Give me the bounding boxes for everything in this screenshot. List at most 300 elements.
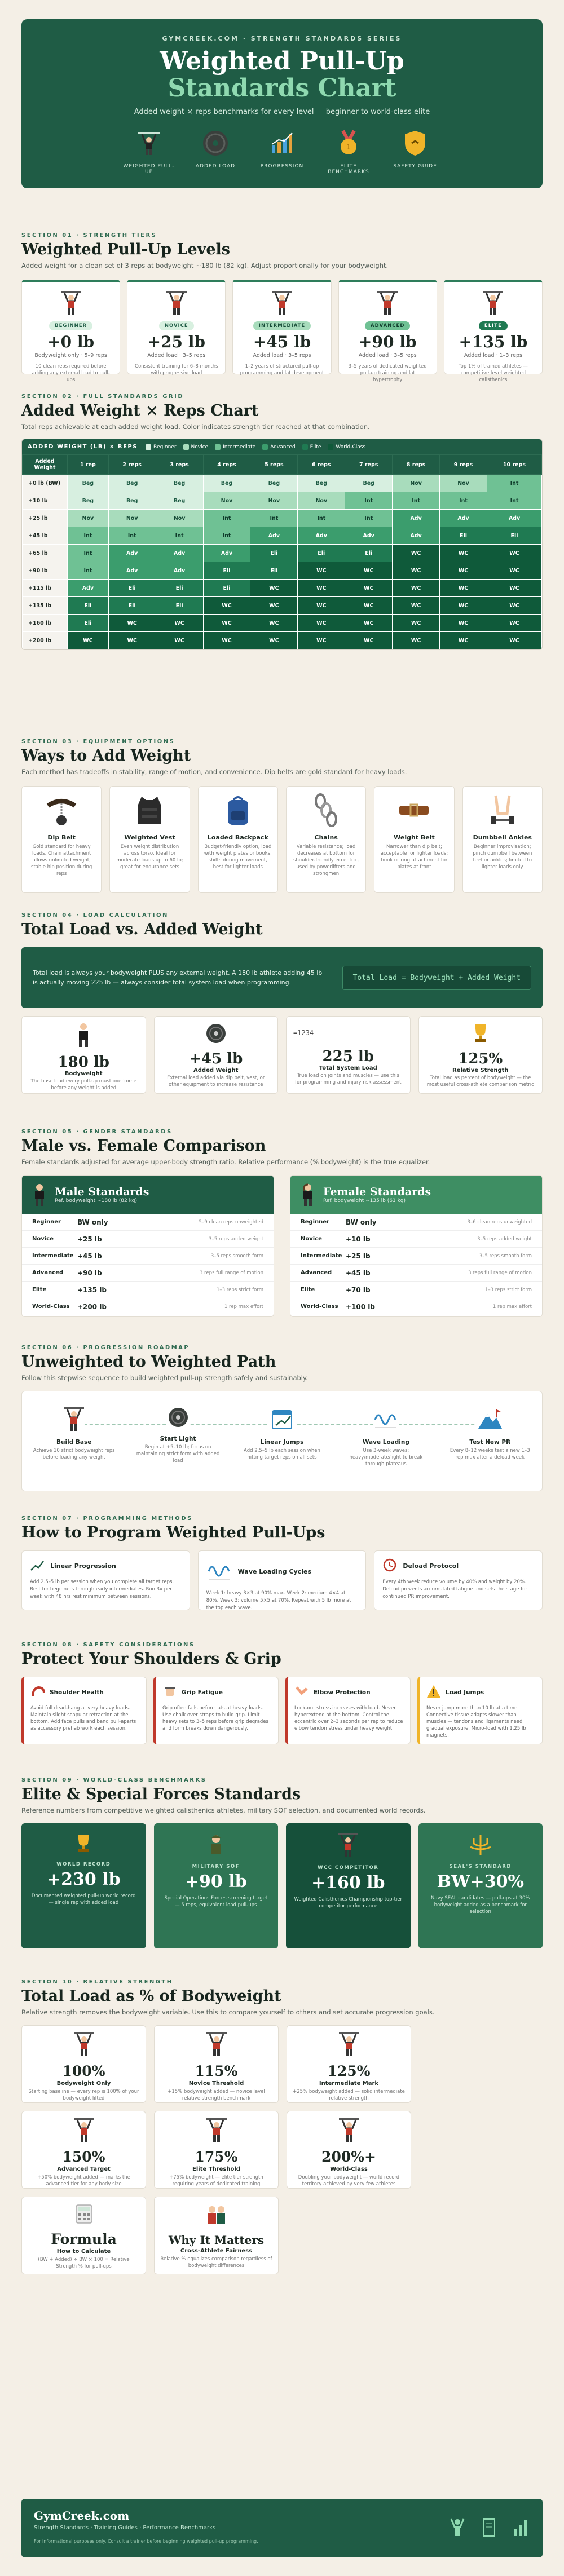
tier-value: +90 lb <box>77 1269 102 1277</box>
plate-icon <box>167 1406 190 1431</box>
grid-cell: Adv <box>108 562 156 580</box>
tier-value: +45 lb <box>346 1269 371 1277</box>
athlete-icon <box>73 2117 95 2145</box>
levels-row <box>21 280 543 383</box>
male-standard-row <box>22 1298 274 1315</box>
grid-cell: Nov <box>393 475 440 492</box>
load-name: Relative Strength <box>452 1067 509 1073</box>
tier-label: Elite <box>32 1287 47 1293</box>
grid-cell: Beg <box>345 475 393 492</box>
step-desc: Add 2.5–5 lb each session when hitting target reps on all sets <box>244 1448 320 1460</box>
grid-cell: Beg <box>250 475 298 492</box>
section-desc: Relative strength removes the bodyweight variable. Use this to compare yourself to others and set accurate progression goals. <box>21 2008 435 2016</box>
grid-cell: Int <box>487 492 541 510</box>
legend-swatch <box>302 444 308 450</box>
section-title: How to Program Weighted Pull-Ups <box>21 1524 325 1541</box>
grid-row-header: +10 lb <box>23 492 68 510</box>
safety-name: Grip Fatigue <box>182 1689 223 1696</box>
grid-cell: Int <box>487 475 541 492</box>
grid-cell: WC <box>250 632 298 649</box>
trident-icon <box>468 1832 493 1859</box>
section-title: Added Weight × Reps Chart <box>21 402 259 419</box>
section-title: Elite & Special Forces Standards <box>21 1786 301 1803</box>
grid-cell: Adv <box>68 580 109 597</box>
legend-item <box>215 444 255 450</box>
grid-cell: WC <box>393 632 440 649</box>
safety-desc: Lock-out stress increases with load. Never hyperextend at the bottom. Control the eccentric over 2–3 seconds per rep to reduce elbow tendon stress under heavy weight. <box>294 1705 403 1731</box>
method-header <box>206 1558 358 1585</box>
female-standard-row <box>290 1265 542 1282</box>
grid-cell: WC <box>156 615 203 632</box>
method-header <box>30 1558 182 1574</box>
grid-cell: Nov <box>108 510 156 527</box>
tier-desc: 3 reps full range of motion <box>199 1270 263 1276</box>
grid-row <box>23 510 542 527</box>
hero-icon-item <box>190 127 241 175</box>
grid-cell: Adv <box>440 510 487 527</box>
method-header <box>382 1558 534 1574</box>
female-standard-row <box>290 1298 542 1315</box>
athlete-icon <box>482 290 504 318</box>
level-pill: BEGINNER <box>49 321 92 330</box>
female-standard-row <box>290 1248 542 1265</box>
grid-cell: WC <box>393 615 440 632</box>
grid-col-header: 4 reps <box>203 455 250 475</box>
female-header <box>290 1176 542 1214</box>
step-name: Build Base <box>56 1439 92 1446</box>
grid-row <box>23 492 542 510</box>
male-header <box>22 1176 274 1214</box>
grid-legend <box>146 444 365 450</box>
safety-header <box>426 1684 535 1700</box>
section-title: Total Load as % of Bodyweight <box>21 1987 281 2005</box>
level-card <box>444 280 543 383</box>
grid-cell: Int <box>68 527 109 545</box>
equipment-card <box>109 786 190 893</box>
equipment-card <box>374 786 454 893</box>
dip-belt-icon <box>45 793 78 829</box>
athlete-icon <box>73 2031 95 2060</box>
grid-cell: Beg <box>108 475 156 492</box>
grid-cell: WC <box>487 632 541 649</box>
backpack-icon <box>221 793 255 829</box>
equipment-desc: Budget-friendly option, load with weight plates or books; shifts during movement, best for lighter loads <box>204 844 272 870</box>
tier-desc: 3–5 reps added weight <box>477 1236 532 1242</box>
equipment-desc: Variable resistance; load decreases at bottom for shoulder-friendly eccentric, used by powerlifters and strongmen <box>293 844 359 877</box>
grid-cell: WC <box>203 632 250 649</box>
tier-label: Advanced <box>32 1270 64 1276</box>
grid-col-header: 8 reps <box>393 455 440 475</box>
grid-row <box>23 615 542 632</box>
load-value: 125% <box>458 1050 503 1067</box>
grid-row-header: +65 lb <box>23 545 68 562</box>
grid-col-header: 3 reps <box>156 455 203 475</box>
grid-row-header: +0 lb (BW) <box>23 475 68 492</box>
grid-cell: Nov <box>250 492 298 510</box>
elite-row <box>21 1823 543 1948</box>
footer <box>21 2499 543 2557</box>
shoulder-icon <box>30 1684 45 1700</box>
trophy-icon <box>72 1832 95 1857</box>
page-title <box>21 48 543 102</box>
male-title: Male Standards <box>55 1186 149 1198</box>
section-title: Unweighted to Weighted Path <box>21 1353 276 1371</box>
tier-label: Advanced <box>301 1270 332 1276</box>
grid-cell: WC <box>440 615 487 632</box>
relative-card <box>154 2025 279 2103</box>
load-desc: Total load as percent of bodyweight — the most useful cross-athlete comparison metric <box>426 1075 534 1088</box>
relative-card <box>21 2111 146 2189</box>
wave-icon <box>206 1558 232 1585</box>
section-desc: Reference numbers from competitive weighted calisthenics athletes, military SOF selection, and documented world records. <box>21 1806 426 1814</box>
grid-cell: Nov <box>440 475 487 492</box>
relative-card <box>154 2197 279 2274</box>
tier-label: Intermediate <box>301 1253 342 1259</box>
calendar-icon <box>269 1406 295 1434</box>
hero-icon-item <box>389 127 441 175</box>
section-equipment <box>21 739 543 893</box>
method-card <box>21 1550 190 1610</box>
female-rows <box>290 1214 542 1315</box>
calculator-icon: =1234 <box>293 1029 314 1037</box>
grid-col-header: 2 reps <box>108 455 156 475</box>
tier-desc: 3–5 reps smooth form <box>210 1253 263 1259</box>
section-title: Weighted Pull-Up Levels <box>21 241 230 258</box>
section-kicker: SECTION 04 · LOAD CALCULATION <box>21 912 169 918</box>
relative-value: 150% <box>62 2149 105 2165</box>
grid-cell: WC <box>298 615 345 632</box>
level-desc: 1–2 years of structured pull-up programming and lat development <box>240 364 324 376</box>
grid-cell: Nov <box>156 510 203 527</box>
grid-cell: Beg <box>156 475 203 492</box>
elbow-icon <box>294 1684 309 1700</box>
grid-cell: WC <box>345 580 393 597</box>
load-value: 180 lb <box>58 1054 109 1071</box>
grid-row-header: +90 lb <box>23 562 68 580</box>
equipment-card <box>21 786 102 893</box>
method-name: Deload Protocol <box>403 1562 459 1570</box>
section-load-calculation <box>21 912 543 1094</box>
tier-value: +10 lb <box>346 1235 371 1243</box>
legend-label: Beginner <box>153 444 177 450</box>
grid-cell: WC <box>487 597 541 615</box>
grid-row <box>23 475 542 492</box>
hero-icon-label: ADDED LOAD <box>195 164 236 169</box>
grid-cell: Beg <box>68 492 109 510</box>
male-icon <box>32 1183 47 1206</box>
grid-cell: Beg <box>203 475 250 492</box>
calculator-icon <box>73 2203 95 2228</box>
tier-value: +135 lb <box>77 1285 107 1294</box>
grid-row <box>23 597 542 615</box>
tier-label: World-Class <box>32 1304 70 1310</box>
tier-desc: 1 rep max effort <box>224 1304 263 1310</box>
section-title: Protect Your Shoulders & Grip <box>21 1650 281 1668</box>
section-gender <box>21 1129 543 1317</box>
relative-name: World-Class <box>330 2166 368 2172</box>
elite-value: +230 lb <box>46 1870 121 1889</box>
grid-cell: Int <box>156 527 203 545</box>
chart-icon <box>512 2518 529 2537</box>
relative-name: Novice Threshold <box>188 2080 244 2087</box>
safety-name: Load Jumps <box>446 1689 484 1696</box>
athlete-icon <box>376 290 399 318</box>
elite-desc: Navy SEAL candidates — pull-ups at 30% bodyweight added as a benchmark for selection <box>431 1895 530 1915</box>
grid-header <box>22 439 542 454</box>
plate-icon <box>200 127 231 159</box>
level-pill: INTERMEDIATE <box>253 321 311 330</box>
tier-value: +25 lb <box>346 1252 371 1260</box>
grid-cell: Eli <box>440 527 487 545</box>
elite-kicker: WORLD RECORD <box>56 1862 111 1867</box>
relative-value: 175% <box>195 2149 238 2165</box>
equipment-desc: Even weight distribution across torso. Ideal for moderate loads up to 60 lb; great for endurance sets <box>116 844 183 870</box>
roadmap-step <box>136 1406 221 1464</box>
level-pill: NOVICE <box>159 321 194 330</box>
tier-value: +100 lb <box>346 1302 375 1311</box>
grid-cell: Eli <box>250 562 298 580</box>
medal-icon <box>333 127 364 159</box>
people-icon <box>204 2203 229 2230</box>
section-kicker: SECTION 08 · SAFETY CONSIDERATIONS <box>21 1642 195 1648</box>
relative-card <box>287 2111 411 2189</box>
grid-cell: Adv <box>156 545 203 562</box>
vest-icon <box>133 793 166 829</box>
tier-label: Beginner <box>32 1219 61 1225</box>
footer-icons <box>449 2518 529 2537</box>
grid-row <box>23 527 542 545</box>
relative-value: 200%+ <box>321 2149 376 2165</box>
level-value: +90 lb <box>359 333 417 351</box>
deload-icon <box>382 1558 397 1574</box>
section-kicker: SECTION 10 · RELATIVE STRENGTH <box>21 1979 173 1985</box>
grid-cell: Eli <box>108 580 156 597</box>
level-value: +25 lb <box>147 333 205 351</box>
methods-row <box>21 1550 543 1610</box>
load-desc: True load on joints and muscles — use this for programming and injury risk assessment <box>294 1073 402 1085</box>
tier-label: Novice <box>32 1236 54 1242</box>
grid-row-header: +135 lb <box>23 597 68 615</box>
grid-cell: WC <box>345 615 393 632</box>
safety-name: Shoulder Health <box>50 1689 104 1696</box>
tier-label: Elite <box>301 1287 315 1293</box>
grid-col-header: 1 rep <box>68 455 109 475</box>
level-meta: Added load · 1–3 reps <box>464 352 522 359</box>
grid-cell: Int <box>345 510 393 527</box>
hero-banner <box>21 19 543 188</box>
hero-icon-label: ELITE BENCHMARKS <box>328 164 369 175</box>
elite-kicker: MILITARY SOF <box>192 1864 240 1870</box>
elite-desc: Documented weighted pull-up world record — single rep with added load <box>31 1893 136 1906</box>
load-cards <box>21 1016 543 1094</box>
footer-brand[interactable]: GymCreek.com <box>34 2509 130 2522</box>
tier-label: Beginner <box>301 1219 329 1225</box>
hero-icon-label: SAFETY GUIDE <box>393 164 437 169</box>
hero-icon-label: PROGRESSION <box>260 164 304 169</box>
plate-icon <box>205 1022 227 1047</box>
elite-value: +160 lb <box>311 1873 385 1893</box>
grid-cell: WC <box>440 597 487 615</box>
grid-row <box>23 562 542 580</box>
grid-cell: Adv <box>393 527 440 545</box>
elite-value: +90 lb <box>184 1872 247 1892</box>
grip-icon <box>162 1684 177 1700</box>
grid-cell: WC <box>298 632 345 649</box>
equipment-card <box>286 786 366 893</box>
grid-row-header: +115 lb <box>23 580 68 597</box>
legend-item <box>262 444 295 450</box>
grid-cell: Adv <box>487 510 541 527</box>
male-sub: Ref. bodyweight ~180 lb (82 kg) <box>55 1198 137 1204</box>
grid-cell: WC <box>440 545 487 562</box>
section-strength-tiers <box>21 232 543 383</box>
level-meta: Bodyweight only · 5–9 reps <box>34 352 107 359</box>
load-card <box>154 1016 279 1094</box>
legend-item <box>328 444 365 450</box>
grid-col-header: 9 reps <box>440 455 487 475</box>
relative-card <box>21 2025 146 2103</box>
grid-cell: WC <box>68 632 109 649</box>
level-desc: Top 1% of trained athletes — competitive level weighted calisthenics <box>458 364 528 383</box>
equipment-name: Weight Belt <box>394 834 435 841</box>
step-desc: Achieve 10 strict bodyweight reps before loading any weight <box>33 1448 115 1460</box>
step-name: Test New PR <box>469 1439 511 1446</box>
person-icon <box>72 1022 95 1050</box>
standards-grid <box>21 439 543 650</box>
equipment-name: Dumbbell Ankles <box>473 834 532 841</box>
legend-item <box>183 444 209 450</box>
grid-cell: WC <box>487 562 541 580</box>
equipment-row <box>21 786 543 893</box>
tier-label: Novice <box>301 1236 322 1242</box>
relative-desc: Relative % equalizes comparison regardless of bodyweight differences <box>160 2256 272 2269</box>
load-name: Total System Load <box>319 1065 377 1071</box>
relative-name: How to Calculate <box>56 2248 111 2255</box>
load-value: +45 lb <box>189 1050 243 1067</box>
grid-cell: Adv <box>203 545 250 562</box>
level-card <box>338 280 437 383</box>
relative-name: Bodyweight Only <box>56 2080 111 2087</box>
tier-value: +45 lb <box>77 1252 102 1260</box>
section-desc: Added weight for a clean set of 3 reps at bodyweight ~180 lb (82 kg). Adjust proportionally for your bodyweight. <box>21 262 389 269</box>
grid-cell: WC <box>440 632 487 649</box>
legend-label: Elite <box>310 444 321 450</box>
grid-cell: Beg <box>298 475 345 492</box>
step-name: Linear Jumps <box>260 1439 304 1446</box>
level-meta: Added load · 3–5 reps <box>253 352 311 359</box>
grid-corner: Added Weight <box>23 455 68 475</box>
grid-cell: Int <box>298 510 345 527</box>
section-desc: Follow this stepwise sequence to build weighted pull-up strength safely and sustainably. <box>21 1374 308 1382</box>
female-icon <box>301 1183 315 1206</box>
elite-card <box>21 1823 146 1948</box>
elite-kicker: WCC COMPETITOR <box>318 1865 379 1871</box>
section-kicker: SECTION 05 · GENDER STANDARDS <box>21 1129 173 1135</box>
grid-cell: WC <box>250 615 298 632</box>
tier-value: BW only <box>346 1218 377 1226</box>
legend-label: Intermediate <box>223 444 256 450</box>
level-meta: Added load · 3–5 reps <box>147 352 206 359</box>
level-value: +45 lb <box>253 333 311 351</box>
grid-col-header: 6 reps <box>298 455 345 475</box>
relative-desc: +25% bodyweight added — solid intermediate relative strength <box>293 2089 405 2101</box>
safety-name: Elbow Protection <box>314 1689 371 1696</box>
method-card <box>374 1550 543 1610</box>
shield-icon <box>399 127 431 159</box>
grid-cell: WC <box>393 545 440 562</box>
safety-header <box>294 1684 403 1700</box>
section-desc: Female standards adjusted for average upper-body strength ratio. Relative performance (% bodyweight) is the true equalizer. <box>21 1158 430 1166</box>
relative-desc: (BW + Added) ÷ BW × 100 = Relative Strength % for pull-ups <box>38 2257 130 2269</box>
grid-cell: WC <box>203 597 250 615</box>
equipment-desc: Gold standard for heavy loads. Chain attachment allows unlimited weight, stable hip position during reps <box>31 844 92 877</box>
relative-card <box>287 2025 411 2103</box>
grid-cell: Eli <box>298 545 345 562</box>
male-rows <box>22 1214 274 1315</box>
equipment-card <box>198 786 278 893</box>
grid-cell: Eli <box>203 562 250 580</box>
section-kicker: SECTION 09 · WORLD-CLASS BENCHMARKS <box>21 1777 207 1783</box>
trend-icon <box>30 1558 45 1574</box>
method-card <box>198 1550 367 1610</box>
formula-box: Total Load = Bodyweight + Added Weight <box>342 966 531 990</box>
relative-desc: +50% bodyweight added — marks the advanced tier for any body size <box>37 2175 130 2187</box>
hero-icon-item <box>123 127 175 175</box>
hero-icon-item <box>256 127 308 175</box>
athlete-icon <box>337 1832 359 1861</box>
relative-value: 125% <box>327 2063 371 2079</box>
safety-desc: Never jump more than 10 lb at a time. Connective tissue adapts slower than muscles — tendons and ligaments need gradual exposure. Micro-load with 1.25 lb magnets. <box>426 1705 526 1738</box>
athlete-icon <box>449 2518 466 2537</box>
legend-swatch <box>215 444 221 450</box>
section-desc: Total reps achievable at each added weight load. Color indicates strength tier reached at that combination. <box>21 423 370 431</box>
tagline: Added weight × reps benchmarks for every level — beginner to world-class elite <box>134 108 430 116</box>
section-kicker: SECTION 01 · STRENGTH TIERS <box>21 232 157 238</box>
relative-value: Formula <box>51 2231 117 2247</box>
section-title: Male vs. Female Comparison <box>21 1137 266 1155</box>
grid-cell: Eli <box>68 615 109 632</box>
grid-cell: WC <box>345 562 393 580</box>
grid-cell: Adv <box>298 527 345 545</box>
relative-desc: Doubling your bodyweight — world record territory achieved by very few athletes <box>298 2175 400 2187</box>
grid-cell: WC <box>393 562 440 580</box>
grid-row-header: +45 lb <box>23 527 68 545</box>
grid-cell: WC <box>393 580 440 597</box>
grid-cell: Int <box>68 545 109 562</box>
relative-card <box>21 2197 146 2274</box>
gender-compare <box>21 1175 543 1317</box>
athlete-icon <box>205 2117 228 2145</box>
level-value: +0 lb <box>47 333 95 351</box>
grid-cell: WC <box>440 580 487 597</box>
mountain-icon <box>477 1406 503 1434</box>
method-desc: Every 4th week reduce volume by 40% and weight by 20%. Deload prevents accumulated fatigue and sets the stage for continued PR improvement. <box>382 1579 527 1599</box>
grid-cell: WC <box>203 615 250 632</box>
trophy-icon <box>469 1022 492 1047</box>
tier-value: +25 lb <box>77 1235 102 1243</box>
female-sub: Ref. bodyweight ~135 lb (61 kg) <box>323 1198 406 1204</box>
legend-item <box>302 444 321 450</box>
tier-label: World-Class <box>301 1304 338 1310</box>
tier-desc: 5–9 clean reps unweighted <box>199 1219 263 1225</box>
tier-value: +70 lb <box>346 1285 371 1294</box>
document-icon <box>481 2518 497 2537</box>
tier-desc: 3 reps full range of motion <box>468 1270 532 1276</box>
method-desc: Add 2.5–5 lb per session when you complete all target reps. Best for beginners through early intermediates. Run 3x per week with 48 hrs rest minimum between sessions. <box>30 1579 174 1599</box>
load-name: Bodyweight <box>64 1071 103 1077</box>
load-value: 225 lb <box>322 1048 374 1065</box>
grid-cell: Int <box>345 492 393 510</box>
